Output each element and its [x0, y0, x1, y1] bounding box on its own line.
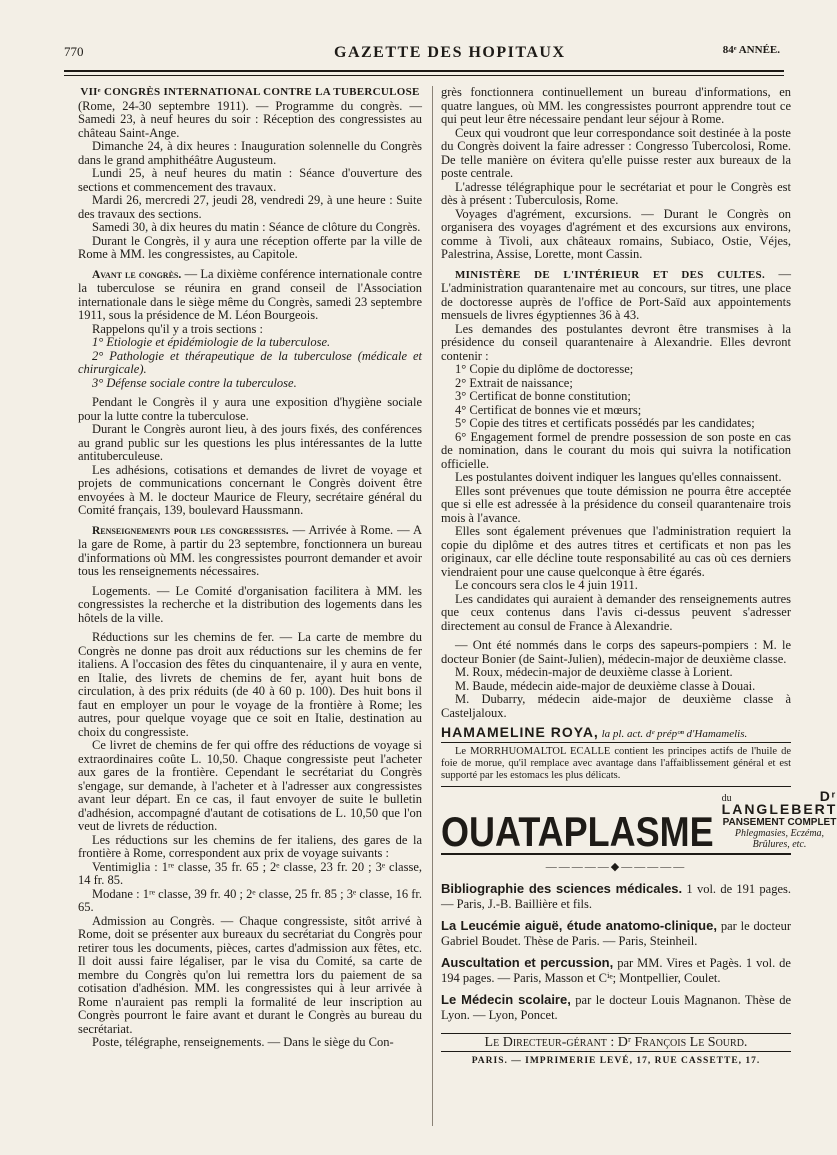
requirement-3: 3° Certificat de bonne constitution;: [455, 389, 631, 403]
bibliography: [441, 881, 791, 1023]
section-3: 3° Défense sociale contre la tuberculose.: [92, 375, 297, 390]
program-saturday: Samedi 30, à dix heures du matin : Séance de clôture du Congrès.: [92, 220, 421, 234]
requirement-1: 1° Copie du diplôme de doctoresse;: [455, 362, 634, 376]
year-label: 84ᵉ ANNÉE.: [722, 44, 780, 56]
livret-paragraph: Ce livret de chemins de fer qui offre des réductions de voyage si extraordinaires coûte L. 10,50. Chaque congressiste peut l'acheter aux gares de la frontière. Cependant le secrétariat du Congrès s'engage, sur demande, à l'acheter et à l'adresser aux congressistes avant leur départ. En ce cas, il faut envoyer de suite le bulletin d'adhésion, accompagné d'autant de cotisations de L. 10,50 que l'on veut de livrets de réduction.: [78, 738, 422, 833]
director-line: Le Directeur-gérant : Dʳ François Le Sourd.: [441, 1033, 791, 1053]
right-column: [441, 85, 837, 1069]
congress-title: VIIᵉ CONGRÈS INTERNATIONAL CONTRE LA TUBERCULOSE: [80, 86, 420, 98]
hamameline-title: HAMAMELINE ROYA,: [441, 724, 599, 740]
bib-entry-3: [441, 955, 791, 986]
advertisement-block: [441, 724, 837, 855]
column-divider: [432, 86, 433, 1126]
nomination-roux: M. Roux, médecin-major de deuxième classe à Lorient.: [455, 665, 733, 679]
morrhuomaltol-ad: Le MORRHUOMALTOL ECALLE contient les principes actifs de l'huile de foie de morue, qu'il remplace avec avantage dans l'affaiblissement général et est supporté par les estomacs les plus délicats.: [441, 746, 791, 781]
conferences-paragraph: Durant le Congrès auront lieu, à des jours fixés, des conférences au grand public sur les questions les plus intéressantes de la lutte antituberculeuse.: [78, 422, 422, 463]
program-reception: Durant le Congrès, il y aura une réception offerte par la ville de Rome à MM. les congressistes, au Capitole.: [78, 233, 422, 261]
bib-text-2: par le docteur Gabriel Boudet. Thèse de Paris. — Paris, Steinheil.: [441, 918, 791, 948]
page-header: [64, 44, 784, 68]
bib-text-3: par MM. Vires et Pagès. 1 vol. de 194 pages. — Paris, Masson et Cⁱᵉ; Montpellier, Coulet.: [441, 955, 791, 985]
avant-heading: Avant le congrès.: [92, 268, 182, 281]
hamameline-ad: [441, 726, 791, 743]
bib-entry-4: [441, 992, 791, 1023]
prix-paragraph: Les réductions sur les chemins de fer italiens, des gares de la frontière à Rome, correspondent aux prix de voyage suivants :: [78, 832, 422, 860]
ouataplasme-details: [721, 788, 837, 850]
section-2: 2° Pathologie et thérapeutique de la tuberculose (médicale et chirurgicale).: [78, 348, 422, 376]
admission-paragraph: Admission au Congrès. — Chaque congressiste, sitôt arrivé à Rome, doit se présenter aux bureaux du secrétariat du Congrès pour retirer tous les documents, pièces, cartes d'admission aux fêtes, etc. Il doit aussi faire légaliser, par le visa du Comité, sa carte de membre du Congrès qu'on lui remettra lors du paiement de sa cotisation d'adhésion. MM. les congressistes qui à leur arrivée à Rome n'auraient pas rempli la formalité de leur inscription au Congrès pourront le faire avant et durant le Congrès au bureau du secrétariat.: [78, 913, 422, 1036]
requirement-5: 5° Copie des titres et certificats possédés par les candidates;: [455, 416, 755, 430]
voyages-paragraph: Voyages d'agrément, excursions. — Durant le Congrès on organisera des voyages d'agrément et des excursions aux environs, comme à Tivoli, aux châteaux romains, Subiaco, Ostie, Véjes, Palestrina, Assise, Lorette, mont Cassin.: [441, 206, 791, 261]
printer-line: PARIS. — IMPRIMERIE LEVÉ, 17, RUE CASSETTE, 17.: [471, 1056, 761, 1066]
bib-title-1: Bibliographie des sciences médicales.: [441, 880, 683, 896]
avant-paragraph: [78, 268, 422, 323]
reductions-paragraph: Réductions sur les chemins de fer. — La carte de membre du Congrès ne donne pas droit aux réductions sur les chemins de fer italiens. A l'occasion des fêtes du cinquantenaire, il y aura en vente, en Italie, des livrets de chemins de fer, ayant huit bons de circulation, à des prix réduits (de 40 à 60 p. 100). Des huit bons il faut en employer un pour le voyage de la frontière à Rome; les autres, pour quelque voyage que ce soit en Italie, destination au choix du congressiste.: [78, 630, 422, 739]
modane-fares: Modane : 1ʳᵉ classe, 39 fr. 40 ; 2ᵉ classe, 25 fr. 85 ; 3ᵉ classe, 16 fr. 65.: [78, 886, 422, 914]
ouataplasme-title: OUATAPLASME: [441, 807, 714, 855]
ouataplasme-ad: [441, 786, 837, 855]
hamameline-subtitle: la pl. act. dᵉ prépᵒⁿ d'Hamamelis.: [598, 728, 748, 740]
exposition-paragraph: Pendant le Congrès il y aura une exposition d'hygiène sociale pour la lutte contre la tuberculose.: [78, 395, 422, 423]
ventimiglia-fares: Ventimiglia : 1ʳᵉ classe, 35 fr. 65 ; 2ᵉ classe, 23 fr. 20 ; 3ᵉ classe, 14 fr. 85.: [78, 859, 422, 887]
ornament-divider: —————◆—————: [545, 861, 687, 873]
poste-paragraph: Poste, télégraphe, renseignements. — Dans le siège du Con-: [92, 1035, 394, 1049]
bib-title-3: Auscultation et percussion,: [441, 954, 614, 970]
ouataplasme-du: du: [721, 793, 732, 804]
nominations-paragraph: — Ont été nommés dans le corps des sapeurs-pompiers : M. le docteur Bonier (de Saint-Julien), médecin-major de deuxième classe.: [441, 638, 791, 666]
section-1: 1° Etiologie et épidémiologie de la tuberculose.: [92, 335, 331, 349]
concours-paragraph: Le concours sera clos le 4 juin 1911.: [455, 578, 638, 592]
ouataplasme-indications: Phlegmasies, Eczéma, Brûlures, etc.: [734, 828, 825, 850]
postulantes-paragraph: Les postulantes doivent indiquer les langues qu'elles connaissent.: [455, 470, 782, 484]
ministere-heading: MINISTÈRE DE L'INTÉRIEUR ET DES CULTES.: [455, 268, 765, 281]
requirement-6: 6° Engagement formel de prendre possession de son poste en cas de nomination, dans le courant du mois qui suivra la notification officielle.: [441, 429, 791, 471]
continuation-paragraph: grès fonctionnera continuellement un bureau d'informations, en quatre langues, où MM. les congressistes pourront apprendre tout ce qui peut leur être nécessaire pendant leur séjour à Rome.: [441, 85, 791, 126]
page-number: 770: [64, 44, 84, 59]
ministere-paragraph: [441, 268, 791, 323]
bib-text-4: par le docteur Louis Magnanon. Thèse de Lyon. — Lyon, Poncet.: [441, 992, 791, 1022]
requirement-4: 4° Certificat de bonnes vie et mœurs;: [455, 402, 642, 417]
renseignements-text: — Arrivée à Rome. — A la gare de Rome, à partir du 23 septembre, fonctionnera un bureau d'informations où MM. les congressistes pourront demander et avoir tous les renseignements nécessaires.: [78, 522, 422, 578]
congress-program: (Rome, 24-30 septembre 1911). — Programme du congrès. — Samedi 23, à neuf heures du soir : Réception des congressistes au château Saint-Ange.: [78, 98, 422, 140]
correspondance-paragraph: Ceux qui voudront que leur correspondance soit destinée à la poste du Congrès doivent la faire adresser : Congresso Tubercolosi, Rome. De telle manière on évitera qu'elle puisse rester aux bureaux de la poste centrale.: [441, 125, 791, 180]
nomination-dubarry: M. Dubarry, médecin aide-major de deuxième classe à Casteljaloux.: [441, 692, 791, 720]
renseignements-paragraph: [78, 524, 422, 579]
journal-title: GAZETTE DES HOPITAUX: [334, 44, 566, 61]
bib-title-2: La Leucémie aiguë, étude anatomo-clinique,: [441, 917, 717, 933]
demission-paragraph: Elles sont prévenues que toute démission ne pourra être acceptée que si elle est adressée à la présidence du conseil quarantenaire trois mois à l'avance.: [441, 483, 791, 525]
adhesions-paragraph: Les adhésions, cotisations et demandes de livret de voyage et projets de communications concernant le Congrès doivent être envoyées à M. le docteur Maurice de Fleury, secrétaire général du Comité français, 139, boulevard Haussmann.: [78, 462, 422, 517]
bib-entry-1: [441, 881, 791, 912]
bib-entry-2: [441, 918, 791, 949]
avant-text: — La dixième conférence internationale contre la tuberculose se réunira en grand conseil de l'Association internationale dans le siège même du Congrès, samedi 23 septembre 1911, sous la présidence de M. Léon Bourgeois.: [78, 266, 422, 322]
header-rule-thin: [64, 75, 784, 76]
bib-text-1: 1 vol. de 191 pages. — Paris, J.-B. Baillière et fils.: [441, 881, 791, 911]
left-column: [78, 86, 422, 1050]
candidates-paragraph: Les candidates qui auraient à demander des renseignements autres que ceux contenus dans l'avis ci-dessus peuvent s'adresser directement au consul de France à Alexandrie.: [441, 591, 791, 633]
header-rule: [64, 70, 784, 72]
sections-intro: Rappelons qu'il y a trois sections :: [92, 321, 263, 336]
program-monday: Lundi 25, à neuf heures du matin : Séance d'ouverture des sections et commencement des travaux.: [78, 166, 422, 194]
ouataplasme-pansement: PANSEMENT COMPLET: [722, 817, 837, 828]
egalement-paragraph: Elles sont également prévenues que l'administration requiert la copie du diplôme et des autres titres et certificats et non pas les originaux, car elle décline toute responsabilité au cas où ces derniers viendraient pour une cause quelconque à être égarés.: [441, 524, 791, 579]
program-sunday: Dimanche 24, à dix heures : Inauguration solennelle du Congrès dans le grand amphithéâtre Augusteum.: [78, 139, 422, 167]
requirement-2: 2° Extrait de naissance;: [455, 375, 573, 390]
nomination-baude: M. Baude, médecin aide-major de deuxième classe à Douai.: [455, 678, 756, 693]
ouataplasme-doctor: Dʳ LANGLEBERT: [721, 788, 837, 817]
logements-paragraph: Logements. — Le Comité d'organisation facilitera à MM. les congressistes la recherche et la distribution des logements dans les hôtels de la ville.: [78, 583, 422, 625]
bib-title-4: Le Médecin scolaire,: [441, 991, 571, 1007]
program-tuesday: Mardi 26, mercredi 27, jeudi 28, vendredi 29, à une heure : Suite des travaux des sections.: [78, 193, 422, 221]
telegram-paragraph: L'adresse télégraphique pour le secrétariat et pour le Congrès est dès à présent : Tuberculosis, Rome.: [441, 179, 791, 207]
ministere-text: — L'administration quarantenaire met au concours, sur titres, une place de doctoresse auprès de l'office de Port-Saïd aux appointements mensuels de livres égyptiennes 36 à 43.: [441, 266, 792, 322]
demandes-paragraph: Les demandes des postulantes devront être transmises à la présidence du conseil quarantenaire à Alexandrie. Elles devront contenir :: [441, 321, 791, 363]
renseignements-heading: Renseignements pour les congressistes.: [92, 524, 289, 537]
